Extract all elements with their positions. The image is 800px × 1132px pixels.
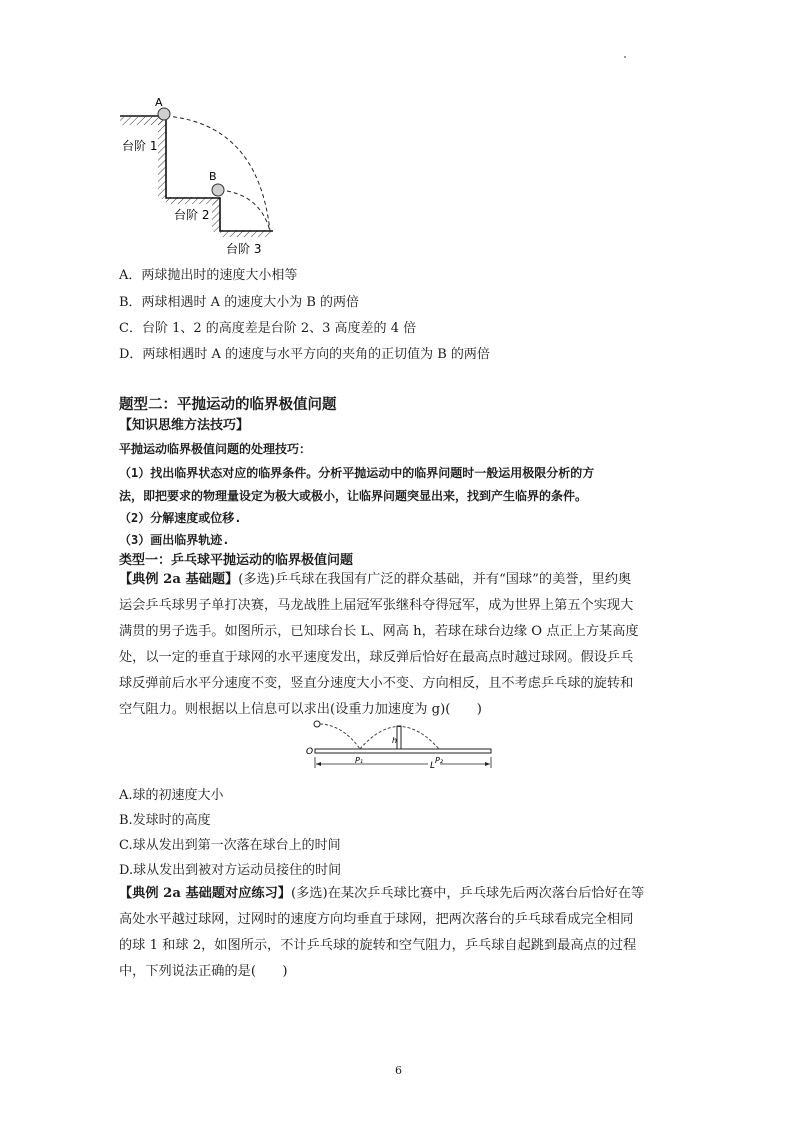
- ball: [314, 721, 320, 727]
- method-3: （3）画出临界轨迹.: [119, 533, 230, 547]
- label-step2: 台阶 2: [174, 208, 210, 222]
- type-one-title: 类型一：乒乓球平抛运动的临界极值问题: [119, 553, 354, 568]
- trajectory-first: [320, 724, 360, 749]
- example1-paragraph: [119, 567, 684, 723]
- section-title: 题型二：平抛运动的临界极值问题: [119, 396, 337, 413]
- example1-line3: 满贯的男子选手。如图所示，已知球台长 L、网高 h，若球在球台边缘 O 点正上方某高度: [119, 624, 639, 639]
- example1-line1: [119, 567, 684, 593]
- dim-arrow-left: [316, 762, 321, 766]
- example1-line4: 处，以一定的垂直于球网的水平速度发出，球反弹后恰好在最高点时越过球网。假设乒乓: [119, 650, 634, 665]
- net: [397, 726, 401, 749]
- label-p1: P₁: [355, 756, 364, 765]
- table-tennis-diagram: [303, 718, 497, 774]
- method-1-line1: （1）找出临界状态对应的临界条件。分析平抛运动中的临界问题时一般运用极限分析的方: [119, 466, 595, 480]
- option-d-2: D.球从发出到被对方运动员接住的时间: [119, 863, 342, 878]
- methods-title: 【知识思维方法技巧】: [119, 418, 250, 433]
- label-step3: 台阶 3: [226, 242, 262, 256]
- example2-line2: 高处水平越过球网，过网时的速度方向均垂直于球网，把两次落台的乒乓球看成完全相同: [119, 912, 634, 927]
- trajectory-b: [220, 190, 270, 231]
- option-a-1: A．两球抛出时的速度大小相等: [119, 268, 298, 283]
- method-2: （2）分解速度或位移.: [119, 511, 242, 525]
- example2-line4: 中，下列说法正确的是( ): [119, 964, 288, 979]
- table-tennis-figure: [303, 718, 497, 774]
- table-surface: [315, 749, 491, 753]
- dim-arrow-right: [485, 762, 490, 766]
- staircase-figure: [118, 94, 278, 260]
- hatch-wall-1: [158, 117, 166, 199]
- option-b-1: B．两球相遇时 A 的速度大小为 B 的两倍: [119, 295, 360, 310]
- method-1-line2: 法，即把要求的物理量设定为极大或极小，让临界问题突显出来，找到产生临界的条件。: [119, 489, 588, 503]
- label-b: B: [209, 170, 217, 183]
- label-o: O: [306, 747, 314, 757]
- label-p2: P₂: [435, 756, 444, 765]
- example1-tag: 【典例 2a 基础题】: [119, 572, 239, 587]
- hatch-wall-2: [212, 197, 220, 232]
- example2-line3: 的球 1 和球 2，如图所示，不计乒乓球的旋转和空气阻力，乒乓球自起跳到最高点的过程: [119, 938, 637, 953]
- example2-line1-text: (多选)在某次乒乓球比赛中，乒乓球先后两次落台后恰好在等: [290, 886, 645, 901]
- label-h: h: [392, 736, 398, 745]
- option-b-2: B.发球时的高度: [119, 813, 211, 828]
- example2-tag: 【典例 2a 基础题对应练习】: [119, 886, 291, 901]
- option-c-2: C.球从发出到第一次落在球台上的时间: [119, 838, 341, 853]
- staircase-diagram: [118, 94, 278, 260]
- label-l: L: [430, 761, 436, 771]
- option-c-1: C．台阶 1、2 的高度差是台阶 2、3 高度差的 4 倍: [119, 321, 417, 336]
- label-a: A: [155, 96, 163, 109]
- example1-line2: 运会乒乓球男子单打决赛，马龙战胜上届冠军张继科夺得冠军，成为世界上第五个实现大: [119, 598, 634, 613]
- option-d-1: D．两球相遇时 A 的速度与水平方向的夹角的正切值为 B 的两倍: [119, 347, 490, 362]
- example2-paragraph: [119, 881, 684, 985]
- option-a-2: A.球的初速度大小: [119, 788, 224, 803]
- example1-line6: 空气阻力。则根据以上信息可以求出(设重力加速度为 g)( ): [119, 702, 482, 717]
- ball-b: [212, 184, 224, 196]
- page-number: 6: [395, 1064, 402, 1077]
- label-step1: 台阶 1: [122, 139, 158, 153]
- ball-a: [158, 108, 170, 120]
- example1-line1-text: (多选)乒乓球在我国有广泛的群众基础，并有“国球”的美誉，里约奥: [238, 572, 632, 587]
- methods-intro: 平抛运动临界极值问题的处理技巧：: [119, 442, 312, 456]
- example2-line1: [119, 881, 684, 907]
- stray-dot: [624, 56, 626, 58]
- example1-line5: 球反弹前后水平分速度不变，竖直分速度大小不变、方向相反，且不考虑乒乓球的旋转和: [119, 676, 634, 691]
